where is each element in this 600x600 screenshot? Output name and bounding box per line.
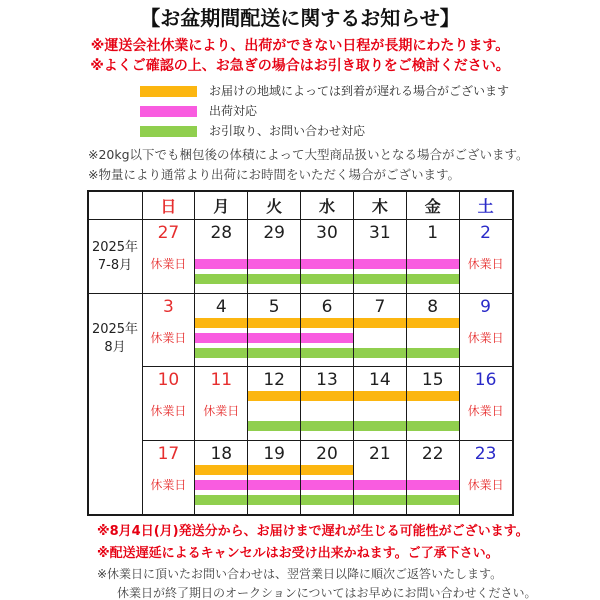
date-cell (406, 366, 459, 440)
date-number: 5 (268, 297, 280, 317)
magenta-bar-segment (301, 333, 353, 343)
date-number: 15 (421, 370, 444, 390)
green-bar-segment (407, 348, 459, 358)
footnote-line: 休業日が終了期日のオークションについてはお早めにお問い合わせください。 (117, 586, 537, 600)
month-label (89, 219, 142, 293)
orange-bar-segment (248, 465, 300, 475)
green-bar-segment (354, 348, 406, 358)
date-cell (300, 440, 353, 514)
magenta-bar-segment (195, 259, 247, 269)
date-cell (406, 293, 459, 366)
green-bar-segment (301, 274, 353, 284)
closed-label: 休業日 (150, 257, 187, 271)
date-number: 9 (480, 297, 491, 317)
date-cell (459, 440, 512, 514)
calendar-corner-cell (89, 192, 142, 219)
orange-bar-segment (301, 391, 353, 401)
calendar-table (87, 190, 514, 516)
date-number: 10 (157, 370, 180, 390)
magenta-bar-swatch (140, 106, 197, 117)
date-number: 29 (263, 223, 285, 243)
green-bar-segment (195, 274, 247, 284)
magenta-bar-segment (248, 333, 300, 343)
green-bar-segment (248, 274, 300, 284)
orange-bar-segment (195, 318, 247, 328)
date-number: 17 (157, 444, 180, 464)
magenta-bar-segment (301, 480, 353, 490)
magenta-bar-segment (354, 259, 406, 269)
date-cell (300, 293, 353, 366)
closed-label: 休業日 (467, 331, 504, 345)
date-number: 16 (474, 370, 497, 390)
legend-label: お引取り、お問い合わせ対応 (209, 124, 366, 138)
package-notes (88, 145, 600, 185)
date-cell (194, 219, 247, 293)
date-number: 2 (480, 223, 491, 243)
date-cell (194, 293, 247, 366)
package-note-line: ※物量により通常より出荷にお時間をいただく場合がございます。 (88, 167, 460, 182)
closed-label: 休業日 (467, 404, 504, 418)
green-bar-segment (407, 421, 459, 431)
month-label-line: 2025年 (91, 239, 139, 255)
magenta-bar-segment (248, 259, 300, 269)
green-bar-swatch (140, 126, 197, 137)
orange-bar-swatch (140, 86, 197, 97)
orange-bar-segment (301, 318, 353, 328)
package-note-line: ※20kg以下でも梱包後の体積によって大型商品扱いとなる場合がございます。 (88, 147, 529, 162)
date-cell (194, 366, 247, 440)
green-bar-segment (354, 495, 406, 505)
magenta-bar-segment (195, 480, 247, 490)
legend-row (140, 81, 600, 101)
closed-label: 休業日 (150, 478, 187, 492)
green-bar-segment (407, 495, 459, 505)
orange-bar-segment (354, 391, 406, 401)
green-bar-segment (354, 274, 406, 284)
orange-bar-segment (301, 465, 353, 475)
footnote-line: ※休業日に頂いたお問い合わせは、翌営業日以降に順次ご返答いたします。 (97, 567, 503, 581)
date-number: 11 (210, 370, 233, 390)
date-number: 27 (157, 223, 180, 243)
date-cell (247, 366, 300, 440)
weekday-header: 金 (406, 192, 459, 219)
date-cell (353, 293, 406, 366)
weekday-header: 土 (459, 192, 512, 219)
date-number: 7 (374, 297, 386, 317)
top-warning-line: ※よくご確認の上、お急ぎの場合はお引き取りをご検討ください。 (90, 58, 510, 74)
weekday-header: 木 (353, 192, 406, 219)
date-number: 14 (369, 370, 391, 390)
date-number: 21 (369, 444, 391, 464)
date-number: 31 (369, 223, 391, 243)
green-bar-segment (195, 348, 247, 358)
date-cell (459, 366, 512, 440)
weekday-header: 月 (194, 192, 247, 219)
date-number: 13 (316, 370, 338, 390)
date-cell (353, 219, 406, 293)
date-cell (247, 293, 300, 366)
month-label-line: 7-8月 (97, 257, 133, 273)
date-cell (353, 366, 406, 440)
magenta-bar-segment (407, 480, 459, 490)
magenta-bar-segment (195, 333, 247, 343)
date-number: 8 (427, 297, 439, 317)
date-cell (142, 219, 195, 293)
date-number: 6 (321, 297, 333, 317)
green-bar-segment (407, 274, 459, 284)
green-bar-segment (195, 495, 247, 505)
date-number: 22 (421, 444, 444, 464)
top-warnings (0, 36, 600, 76)
orange-bar-segment (354, 318, 406, 328)
orange-bar-segment (407, 391, 459, 401)
date-cell (247, 440, 300, 514)
date-cell (247, 219, 300, 293)
legend-label: 出荷対応 (209, 104, 258, 118)
date-cell (353, 440, 406, 514)
date-number: 20 (316, 444, 338, 464)
magenta-bar-segment (407, 259, 459, 269)
date-cell (142, 293, 195, 366)
weekday-header: 水 (300, 192, 353, 219)
green-bar-segment (301, 495, 353, 505)
date-cell (459, 219, 512, 293)
date-cell (406, 440, 459, 514)
closed-label: 休業日 (467, 478, 504, 492)
orange-bar-segment (248, 318, 300, 328)
date-cell (194, 440, 247, 514)
date-number: 19 (263, 444, 285, 464)
closed-label: 休業日 (203, 404, 240, 418)
date-cell (406, 219, 459, 293)
legend-row (140, 101, 600, 121)
bottom-warning-line: ※配送遅延によるキャンセルはお受け出来かねます。ご了承下さい。 (97, 546, 499, 561)
bottom-warning-line: ※8月4日(月)発送分から、お届けまで遅れが生じる可能性がございます。 (97, 524, 529, 539)
page-title: 【お盆期間配送に関するお知らせ】 (140, 6, 460, 30)
orange-bar-segment (407, 318, 459, 328)
date-number: 4 (215, 297, 227, 317)
top-warning-line: ※運送会社休業により、出荷ができない日程が長期にわたります。 (90, 38, 510, 54)
green-bar-segment (248, 348, 300, 358)
month-label-line: 2025年 (91, 322, 139, 337)
date-number: 3 (163, 297, 174, 317)
magenta-bar-segment (354, 480, 406, 490)
date-number: 28 (210, 223, 233, 243)
legend (140, 81, 600, 141)
weekday-header: 日 (142, 192, 195, 219)
closed-label: 休業日 (150, 331, 187, 345)
date-number: 1 (427, 223, 439, 243)
magenta-bar-segment (301, 259, 353, 269)
magenta-bar-segment (248, 480, 300, 490)
green-bar-segment (354, 421, 406, 431)
legend-row (140, 121, 600, 141)
orange-bar-segment (195, 465, 247, 475)
date-cell (142, 366, 195, 440)
date-cell (142, 440, 195, 514)
date-cell (459, 293, 512, 366)
green-bar-segment (248, 495, 300, 505)
bottom-block (97, 521, 600, 600)
month-label-line: 8月 (104, 340, 126, 355)
date-cell (300, 366, 353, 440)
green-bar-segment (301, 348, 353, 358)
green-bar-segment (248, 421, 300, 431)
green-bar-segment (301, 421, 353, 431)
orange-bar-segment (248, 391, 300, 401)
date-number: 30 (316, 223, 338, 243)
date-number: 23 (474, 444, 497, 464)
date-number: 18 (210, 444, 233, 464)
legend-label: お届けの地域によっては到着が遅れる場合がございます (209, 84, 510, 98)
date-number: 12 (263, 370, 285, 390)
closed-label: 休業日 (467, 257, 504, 271)
weekday-header: 火 (247, 192, 300, 219)
month-label (89, 293, 142, 514)
date-cell (300, 219, 353, 293)
closed-label: 休業日 (150, 404, 187, 418)
